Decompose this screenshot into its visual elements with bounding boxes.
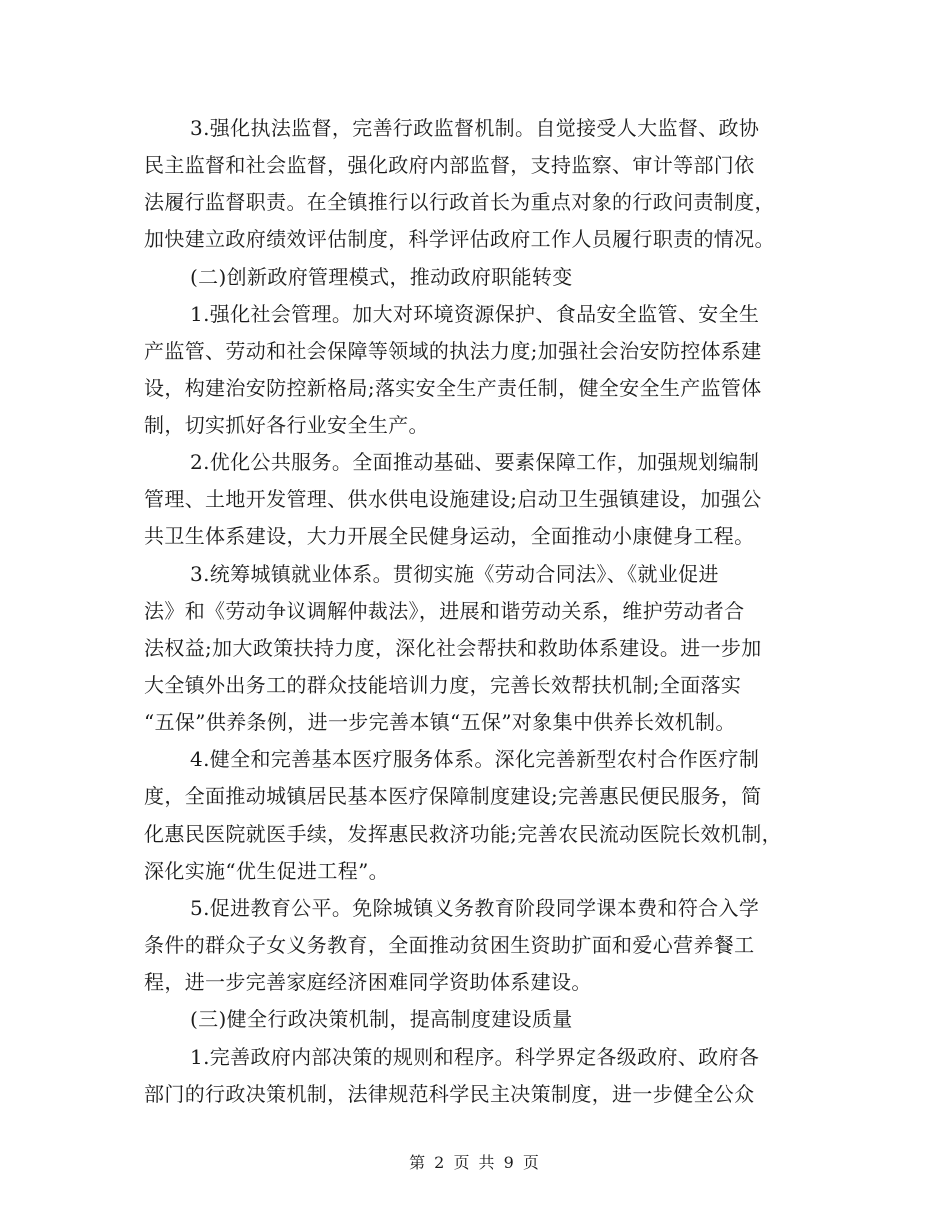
paragraph-line: 法》和《劳动争议调解仲裁法》，进展和谐劳动关系，维护劳动者合 — [144, 599, 745, 623]
paragraph-line: 3.统筹城镇就业体系。贯彻实施《劳动合同法》、《就业促进 — [190, 562, 719, 586]
paragraph-line: 3.强化执法监督，完善行政监督机制。自觉接受人大监督、政协 — [190, 116, 760, 140]
paragraph-line: 法履行监督职责。在全镇推行以行政首长为重点对象的行政问责制度， — [144, 190, 775, 214]
paragraph-line: 产监管、劳动和社会保障等领域的执法力度;加强社会治安防控体系建 — [144, 339, 762, 363]
paragraph-line: 1.强化社会管理。加大对环境资源保护、食品安全监管、安全生 — [190, 302, 760, 326]
paragraph-line: 法权益;加大政策扶持力度，深化社会帮扶和救助体系建设。进一步加 — [144, 636, 762, 660]
paragraph-line: 设，构建治安防控新格局;落实安全生产责任制，健全安全生产监管体 — [144, 376, 762, 400]
paragraph-line: 深化实施“优生促进工程”。 — [144, 859, 389, 883]
paragraph-line: 加快建立政府绩效评估制度，科学评估政府工作人员履行职责的情况。 — [144, 227, 775, 251]
paragraph-line: 管理、土地开发管理、供水供电设施建设;启动卫生强镇建设，加强公 — [144, 487, 762, 511]
section-heading: (二)创新政府管理模式，推动政府职能转变 — [190, 265, 573, 289]
paragraph-line: “五保”供养条例，进一步完善本镇“五保”对象集中供养长效机制。 — [144, 710, 736, 734]
paragraph-line: 1.完善政府内部决策的规则和程序。科学界定各级政府、政府各 — [190, 1045, 760, 1069]
page-number-footer: 第 2 页 共 9 页 — [409, 1153, 541, 1172]
paragraph-line: 度，全面推动城镇居民基本医疗保障制度建设;完善惠民便民服务，简 — [144, 784, 762, 808]
paragraph-line: 程，进一步完善家庭经济困难同学资助体系建设。 — [144, 970, 592, 994]
paragraph-line: 条件的群众子女义务教育，全面推动贫困生资助扩面和爱心营养餐工 — [144, 933, 755, 957]
paragraph-line: 2.优化公共服务。全面推动基础、要素保障工作，加强规划编制 — [190, 450, 760, 474]
paragraph-line: 部门的行政决策机制，法律规范科学民主决策制度，进一步健全公众 — [144, 1082, 755, 1106]
paragraph-line: 4.健全和完善基本医疗服务体系。深化完善新型农村合作医疗制 — [190, 747, 760, 771]
paragraph-line: 大全镇外出务工的群众技能培训力度，完善长效帮扶机制;全面落实 — [144, 673, 742, 697]
paragraph-line: 共卫生体系建设，大力开展全民健身运动，全面推动小康健身工程。 — [144, 524, 755, 548]
paragraph-line: 化惠民医院就医手续，发挥惠民救济功能;完善农民流动医院长效机制， — [144, 822, 782, 846]
paragraph-line: 民主监督和社会监督，强化政府内部监督，支持监察、审计等部门依 — [144, 153, 755, 177]
section-heading: (三)健全行政决策机制，提高制度建设质量 — [190, 1007, 573, 1031]
paragraph-line: 5.促进教育公平。免除城镇义务教育阶段同学课本费和符合入学 — [190, 896, 760, 920]
paragraph-line: 制，切实抓好各行业安全生产。 — [144, 413, 429, 437]
